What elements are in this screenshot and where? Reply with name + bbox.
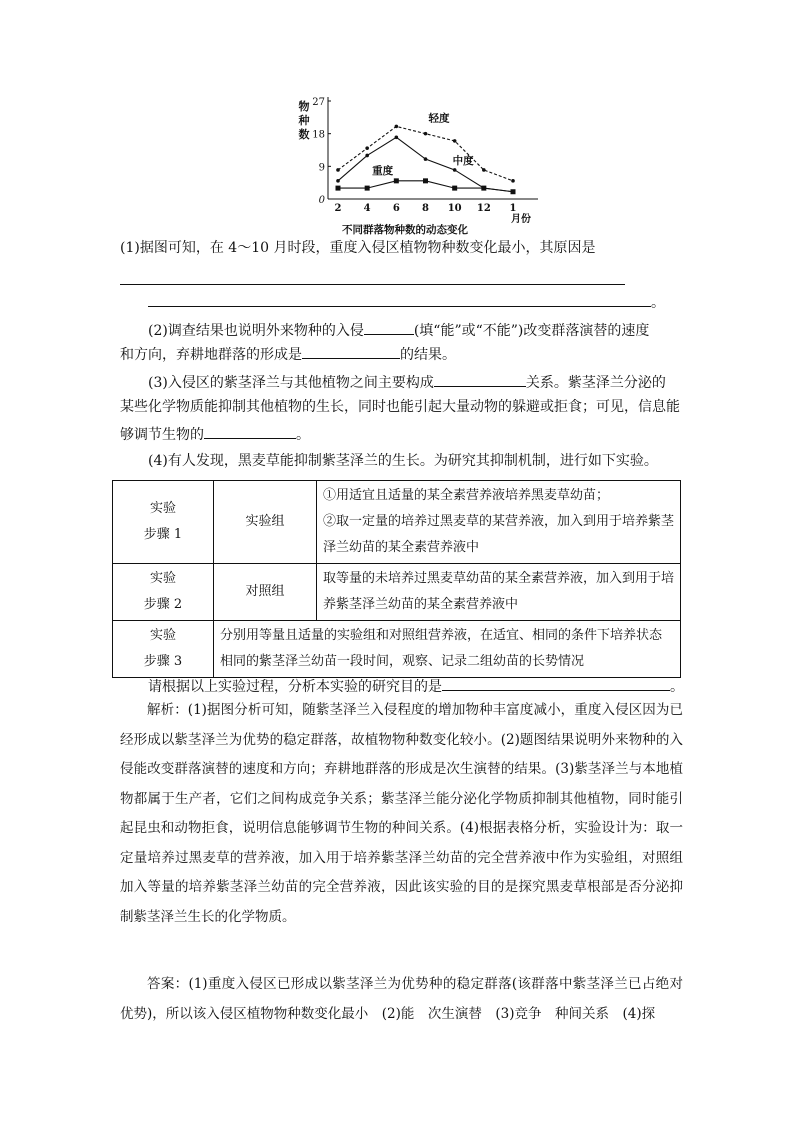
- answer-blank[interactable]: [120, 268, 625, 285]
- q1-text: (1)据图可知，在 4～10 月时段，重度入侵区植物物种数变化最小，其原因是: [120, 240, 596, 256]
- answer-blank[interactable]: [364, 318, 414, 335]
- q2-text-d: 的结果。: [400, 347, 456, 363]
- q1-end: 。: [651, 295, 665, 311]
- x-tick-label: 1: [509, 203, 517, 214]
- step-1-desc-1: ①用适宜且适量的某全素营养液培养黑麦草幼苗；: [323, 488, 610, 503]
- data-point: [424, 132, 428, 136]
- q3-text-c: 某些化学物质能抑制其他植物的生长，同时也能引起大量动物的躲避或拒食；可见，信息能: [120, 399, 680, 415]
- data-point: [453, 168, 457, 172]
- data-point: [394, 178, 399, 183]
- question-1: [120, 237, 680, 259]
- y-tick-label: 27: [312, 97, 325, 108]
- table-row: [113, 481, 681, 564]
- table-row: [113, 564, 681, 621]
- x-tick-label: 4: [363, 203, 371, 214]
- x-tick-label: 10: [447, 203, 462, 214]
- question-4-intro: [148, 450, 708, 472]
- data-point: [511, 179, 515, 183]
- y-tick-label: 9: [318, 162, 325, 174]
- data-point: [452, 186, 457, 191]
- answer-blank[interactable]: [204, 422, 296, 439]
- step-2-cell: [113, 564, 214, 621]
- x-tick-label: 2: [334, 203, 342, 214]
- q3-text-b: 关系。紫茎泽兰分泌的: [525, 375, 666, 391]
- step-2-label: 实验 步骤 2: [143, 571, 183, 612]
- q1-blank-line-1: [120, 268, 680, 292]
- x-axis-label: 月份: [511, 214, 531, 225]
- question-3-line-2: [120, 396, 680, 418]
- series-label: 轻度: [428, 112, 450, 125]
- step-3-cell: [113, 621, 214, 678]
- chart-caption: 不同群落物种数的动态变化: [342, 224, 468, 236]
- experiment-table: [112, 480, 681, 678]
- table-row: [113, 621, 681, 678]
- data-point: [365, 186, 370, 191]
- data-point: [423, 178, 428, 183]
- q3-text-e: 。: [296, 427, 310, 443]
- species-count-chart: [290, 92, 540, 237]
- answer-paragraph: 答案：(1)重度入侵区已形成以紫茎泽兰为优势种的稳定群落(该群落中紫茎泽兰已占绝对优势)，所以该入侵区植物物种数变化最小 (2)能 次生演替 (3)竞争 种间关系 (4)探: [120, 976, 683, 1022]
- step-1-cell: [113, 481, 214, 564]
- step-1-desc: [317, 481, 681, 564]
- data-point: [365, 154, 369, 158]
- answer-blank[interactable]: [302, 342, 400, 359]
- data-point: [482, 168, 486, 172]
- data-point: [481, 186, 486, 191]
- series-line-1: [338, 137, 513, 191]
- answer-blank[interactable]: [434, 370, 526, 387]
- group-experimental: 实验组: [214, 481, 317, 564]
- q3-text-a: (3)入侵区的紫茎泽兰与其他植物之间主要构成: [148, 375, 434, 391]
- question-3-line-1: [148, 370, 708, 394]
- q2-text-a: (2)调查结果也说明外来物种的入侵: [148, 323, 364, 339]
- q1-blank-line-2: [148, 290, 708, 314]
- q4-intro-text: (4)有人发现，黑麦草能抑制紫茎泽兰的生长。为研究其抑制机制，进行如下实验。: [148, 453, 658, 469]
- analysis-paragraph: 解析：(1)据图分析可知，随紫茎泽兰入侵程度的增加物种丰富度减小，重度入侵区因为已经形成以紫茎泽兰为优势的稳定群落，故植物物种数变化较小。(2)题图结果说明外来物种的入侵能改变群落演替的速度和方向；弃耕地群落的形成是次生演替的结果。(3)紫茎泽兰与本地植物都属于生产者，它们之间构成竞争关系；紫茎泽兰能分泌化学物质抑制其他植物，同时能引起昆虫和动物拒食，说明信息能够调节生物的种间关系。(4)根据表格分析，实验设计为：取一定量培养过黑麦草的营养液，加入用于培养紫茎泽兰幼苗的完全营养液中作为实验组，对照组加入等量的培养紫茎泽兰幼苗的完全营养液，因此该实验的目的是探究黑麦草根部是否分泌抑制紫茎泽兰生长的化学物质。: [120, 702, 683, 925]
- y-axis-label: 物: [298, 100, 310, 113]
- y-tick-label: 0: [318, 195, 325, 206]
- group-control: 对照组: [214, 564, 317, 621]
- step-2-desc: 取等量的未培养过黑麦草幼苗的某全素营养液，加入到用于培养紫茎泽兰幼苗的某全素营养液中: [317, 564, 681, 621]
- q2-text-c: 和方向，弃耕地群落的形成是: [120, 347, 302, 363]
- y-axis-label: 数: [298, 128, 310, 141]
- y-tick-label: 18: [312, 129, 325, 141]
- series-label: 重度: [372, 165, 394, 178]
- q2-text-b: (填“能”或“不能”)改变群落演替的速度: [413, 323, 650, 339]
- x-tick-label: 6: [392, 203, 400, 214]
- data-point: [336, 186, 341, 191]
- question-2-line-2: [120, 342, 680, 366]
- data-point: [424, 157, 428, 161]
- question-3-line-3: [120, 422, 680, 446]
- question-2-line-1: [148, 318, 708, 342]
- question-4-purpose: [148, 674, 708, 698]
- y-axis-label: 种: [298, 114, 310, 127]
- q4-question-text: 请根据以上实验过程，分析本实验的研究目的是: [148, 679, 442, 695]
- data-point: [395, 125, 399, 129]
- answer-blank[interactable]: [442, 674, 670, 691]
- step-1-label: 实验 步骤 1: [143, 501, 183, 542]
- x-tick-label: 8: [422, 203, 429, 214]
- series-label: 中度: [452, 154, 474, 167]
- step-3-label: 实验 步骤 3: [143, 628, 183, 669]
- data-point: [365, 146, 369, 150]
- q3-text-d: 够调节生物的: [120, 427, 204, 443]
- answer-blank[interactable]: [148, 290, 651, 307]
- q4-question-end: 。: [670, 679, 684, 695]
- step-3-desc: 分别用等量且适量的实验组和对照组营养液，在适宜、相同的条件下培养状态相同的紫茎泽兰幼苗一段时间，观察、记录二组幼苗的长势情况: [214, 621, 681, 678]
- data-point: [336, 179, 340, 183]
- x-tick-label: 12: [476, 203, 491, 214]
- step-1-desc-2: ②取一定量的培养过黑麦草的某营养液，加入到用于培养紫茎泽兰幼苗的某全素营养液中: [323, 514, 675, 555]
- data-point: [336, 168, 340, 172]
- data-point: [395, 135, 399, 139]
- data-point: [453, 139, 457, 143]
- data-point: [511, 189, 516, 194]
